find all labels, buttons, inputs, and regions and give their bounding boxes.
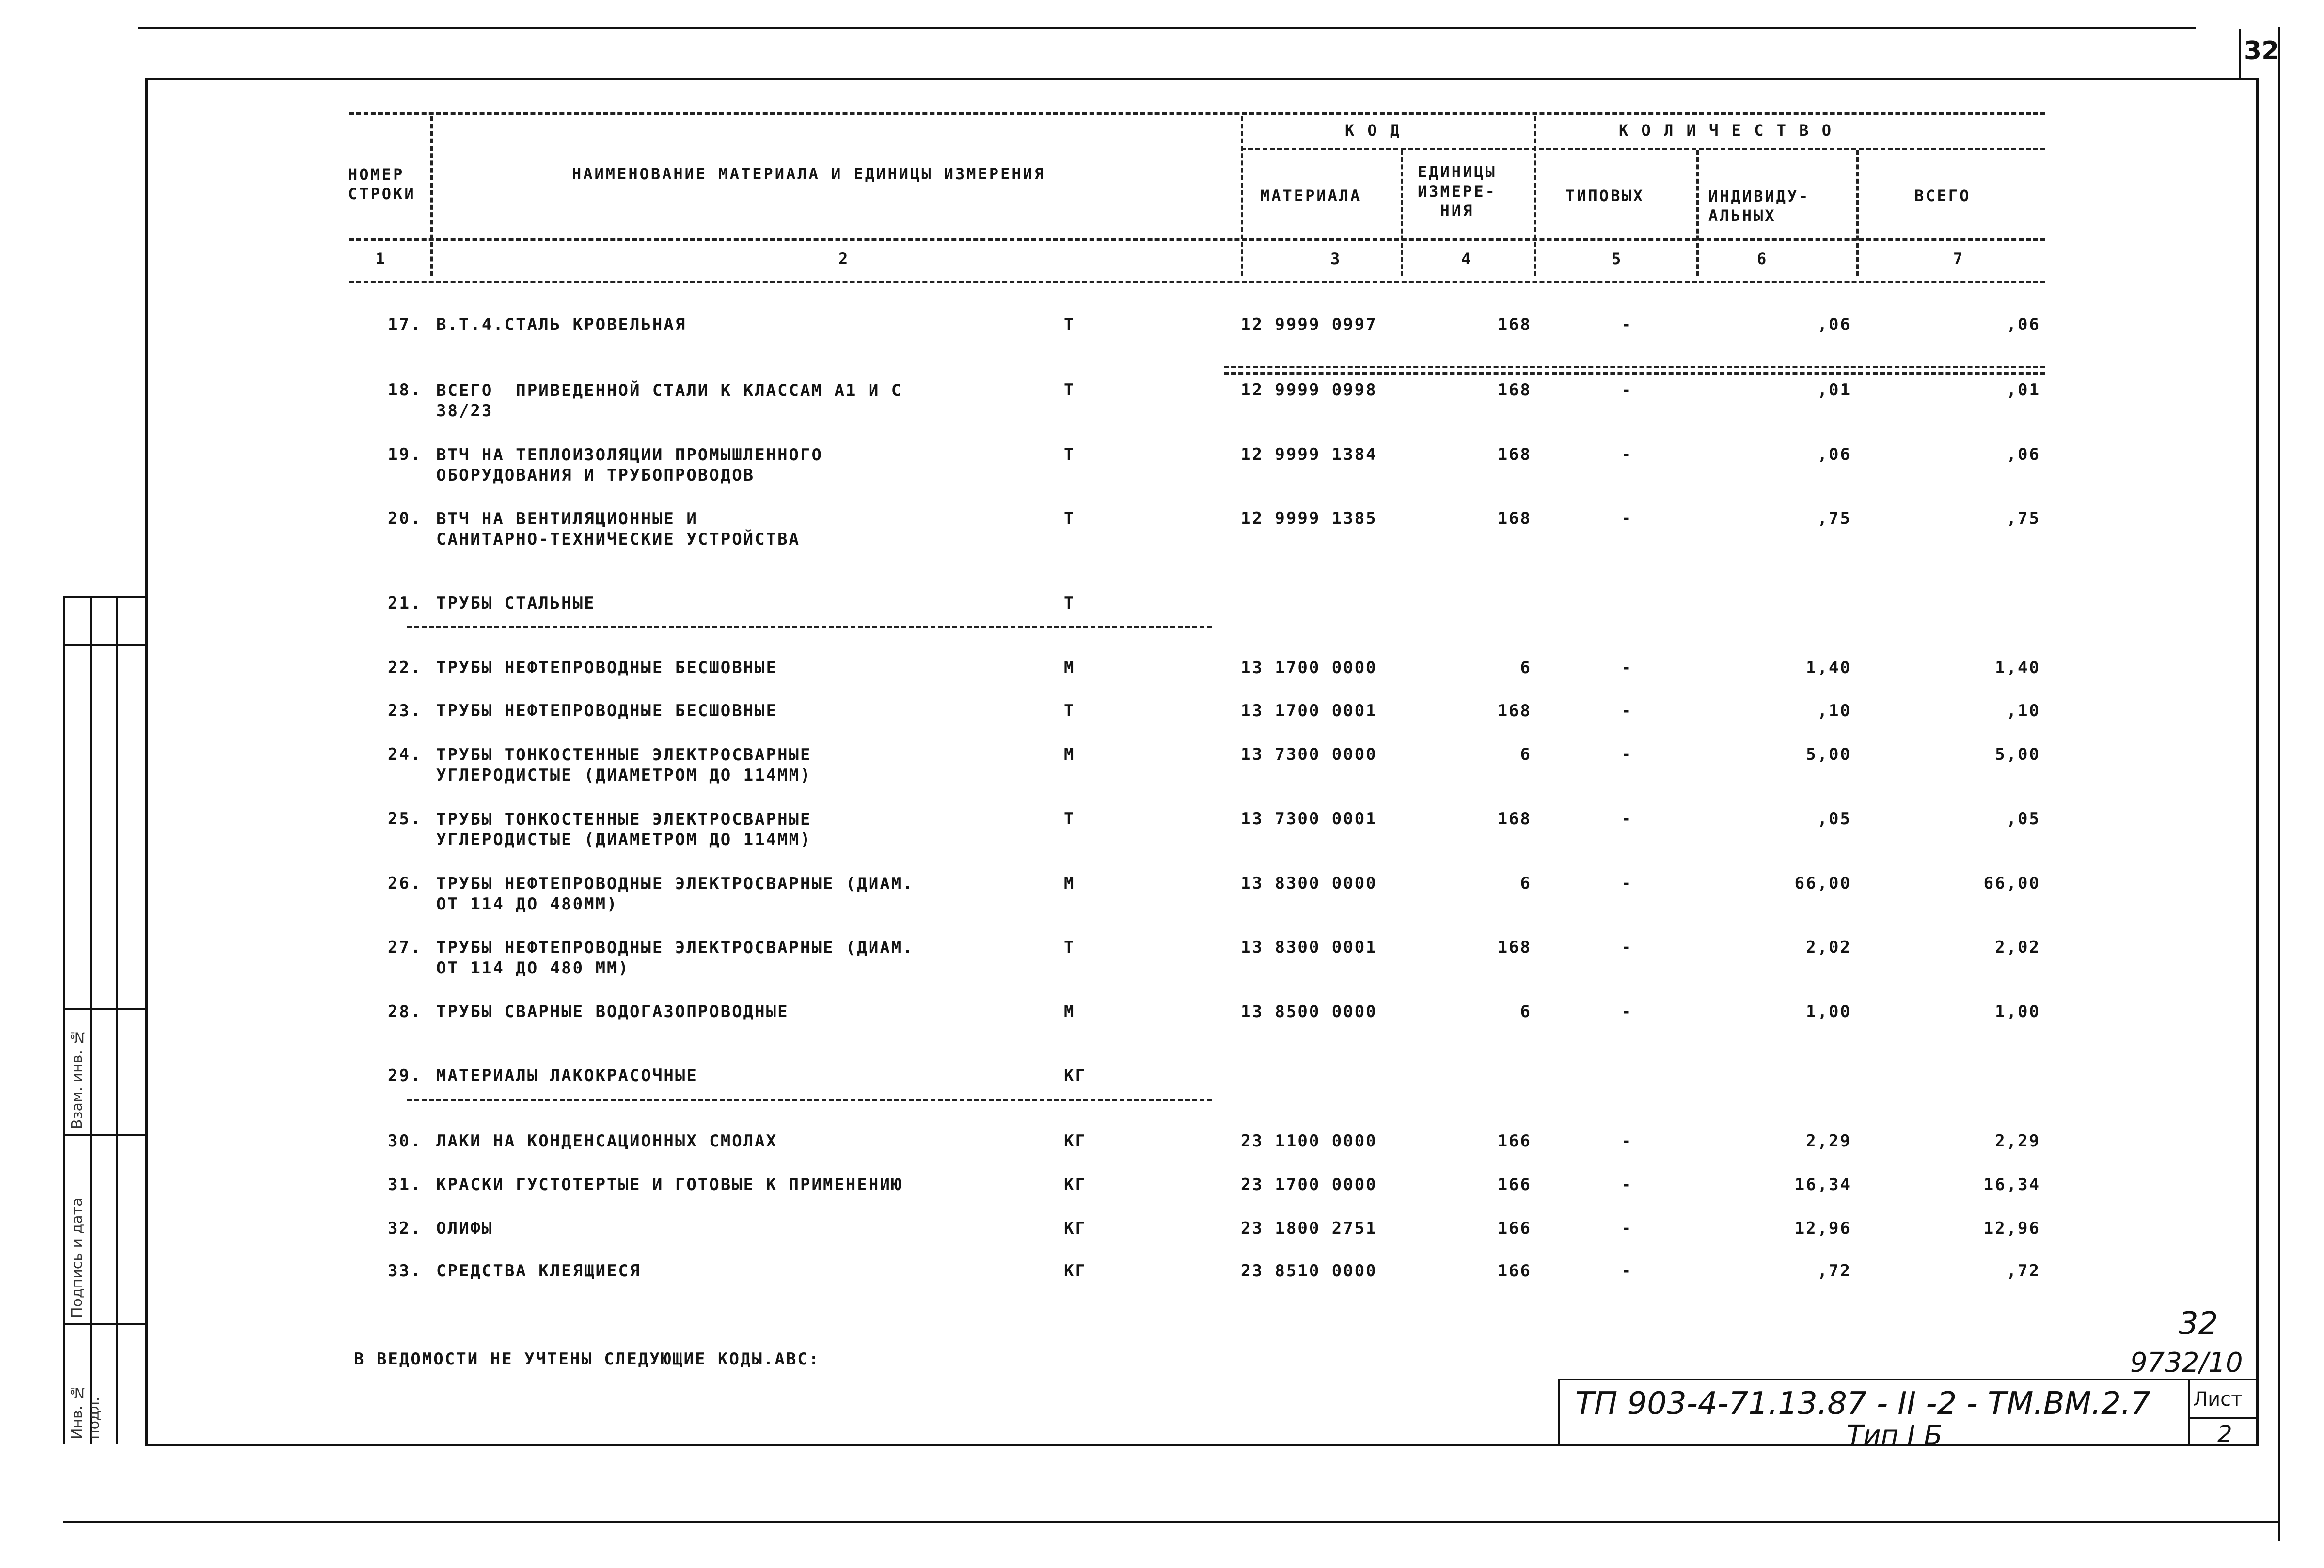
unit-name: Т bbox=[1064, 594, 1075, 613]
typical-qty: - bbox=[1621, 1219, 1633, 1238]
table-row bbox=[0, 1002, 2324, 1046]
typical-qty: - bbox=[1621, 701, 1633, 721]
stamp-signature-label: Подпись и дата bbox=[69, 1197, 86, 1318]
table-row bbox=[0, 1219, 2324, 1262]
table-row bbox=[0, 1066, 2324, 1110]
typical-qty: - bbox=[1621, 1131, 1633, 1151]
unit-code: 166 bbox=[1497, 1261, 1532, 1281]
unit-name: КГ bbox=[1064, 1219, 1087, 1238]
material-name: ТРУБЫ СВАРНЫЕ ВОДОГАЗОПРОВОДНЫЕ bbox=[436, 1002, 789, 1021]
footer-note: В ВЕДОМОСТИ НЕ УЧТЕНЫ СЛЕДУЮЩИЕ КОДЫ.АВС: bbox=[354, 1349, 821, 1369]
material-code: 12 9999 1384 bbox=[1241, 445, 1377, 464]
material-name: КРАСКИ ГУСТОТЕРТЫЕ И ГОТОВЫЕ К ПРИМЕНЕНИЮ bbox=[436, 1175, 903, 1194]
col-number-3: 3 bbox=[1330, 250, 1342, 268]
stamp-replace-label: Взам. инв. № bbox=[69, 1028, 86, 1129]
material-code: 13 1700 0001 bbox=[1241, 701, 1377, 721]
unit-code: 6 bbox=[1520, 1002, 1532, 1021]
sheet-label: Лист bbox=[2193, 1388, 2243, 1411]
unit-code: 168 bbox=[1497, 509, 1532, 528]
row-number: 18. bbox=[388, 380, 422, 400]
material-name: В.Т.4.СТАЛЬ КРОВЕЛЬНАЯ bbox=[436, 315, 687, 334]
table-row bbox=[0, 445, 2324, 488]
outer-bottom bbox=[63, 1521, 2280, 1523]
header-typical: ТИПОВЫХ bbox=[1565, 187, 1644, 205]
material-code: 13 8300 0000 bbox=[1241, 874, 1377, 893]
row-number: 32. bbox=[388, 1219, 422, 1238]
row-number: 30. bbox=[388, 1131, 422, 1151]
unit-name: Т bbox=[1064, 380, 1075, 400]
individual-qty: 2,02 bbox=[1806, 938, 1851, 957]
header-row-number: НОМЕР СТРОКИ bbox=[348, 165, 416, 203]
material-code: 12 9999 0998 bbox=[1241, 380, 1377, 400]
total-qty: 2,29 bbox=[1995, 1131, 2040, 1151]
individual-qty: 5,00 bbox=[1806, 745, 1851, 764]
typical-qty: - bbox=[1621, 874, 1633, 893]
unit-name: М bbox=[1064, 745, 1075, 764]
unit-name: Т bbox=[1064, 938, 1075, 957]
row-number: 25. bbox=[388, 809, 422, 829]
table-row bbox=[0, 509, 2324, 552]
table-row bbox=[0, 658, 2324, 702]
header-material: МАТЕРИАЛА bbox=[1260, 187, 1362, 205]
material-name: ТРУБЫ НЕФТЕПРОВОДНЫЕ БЕСШОВНЫЕ bbox=[436, 658, 778, 677]
table-row bbox=[0, 809, 2324, 853]
individual-qty: ,06 bbox=[1817, 315, 1851, 334]
row-number: 26. bbox=[388, 874, 422, 893]
unit-name: КГ bbox=[1064, 1175, 1087, 1194]
individual-qty: 66,00 bbox=[1794, 874, 1851, 893]
unit-name: Т bbox=[1064, 315, 1075, 334]
unit-code: 166 bbox=[1497, 1175, 1532, 1194]
material-name: ТРУБЫ НЕФТЕПРОВОДНЫЕ БЕСШОВНЫЕ bbox=[436, 701, 778, 721]
material-name: СРЕДСТВА КЛЕЯЩИЕСЯ bbox=[436, 1261, 641, 1281]
individual-qty: ,01 bbox=[1817, 380, 1851, 400]
typical-qty: - bbox=[1621, 509, 1633, 528]
table-row bbox=[0, 594, 2324, 637]
row-number: 21. bbox=[388, 594, 422, 613]
individual-qty: ,05 bbox=[1817, 809, 1851, 829]
row-number: 28. bbox=[388, 1002, 422, 1021]
unit-name: М bbox=[1064, 874, 1075, 893]
col-number-6: 6 bbox=[1757, 250, 1769, 268]
material-code: 13 8300 0001 bbox=[1241, 938, 1377, 957]
row-number: 22. bbox=[388, 658, 422, 677]
table-row bbox=[0, 380, 2324, 424]
individual-qty: ,75 bbox=[1817, 509, 1851, 528]
row-number: 24. bbox=[388, 745, 422, 764]
frame-top bbox=[145, 78, 2259, 80]
individual-qty: 12,96 bbox=[1794, 1219, 1851, 1238]
individual-qty: ,06 bbox=[1817, 445, 1851, 464]
total-qty: ,06 bbox=[2006, 445, 2040, 464]
material-code: 23 8510 0000 bbox=[1241, 1261, 1377, 1281]
material-name: ВТЧ НА ТЕПЛОИЗОЛЯЦИИ ПРОМЫШЛЕННОГО ОБОРУДОВАНИЯ И ТРУБОПРОВОДОВ bbox=[436, 445, 823, 485]
unit-code: 166 bbox=[1497, 1131, 1532, 1151]
unit-name: Т bbox=[1064, 509, 1075, 528]
table-row bbox=[0, 701, 2324, 745]
unit-code: 6 bbox=[1520, 745, 1532, 764]
sheet-corner-number: 32 bbox=[2244, 36, 2279, 65]
material-name: ТРУБЫ ТОНКОСТЕННЫЕ ЭЛЕКТРОСВАРНЫЕ УГЛЕРОДИСТЫЕ (ДИАМЕТРОМ ДО 114ММ) bbox=[436, 745, 812, 785]
table-row bbox=[0, 938, 2324, 981]
total-qty: 12,96 bbox=[1983, 1219, 2040, 1238]
material-code: 13 8500 0000 bbox=[1241, 1002, 1377, 1021]
header-name: НАИМЕНОВАНИЕ МАТЕРИАЛА И ЕДИНИЦЫ ИЗМЕРЕНИЯ bbox=[572, 165, 1046, 183]
unit-code: 6 bbox=[1520, 874, 1532, 893]
material-name: ОЛИФЫ bbox=[436, 1219, 493, 1238]
table-row bbox=[0, 315, 2324, 359]
unit-name: КГ bbox=[1064, 1066, 1087, 1085]
col-number-1: 1 bbox=[376, 250, 387, 268]
unit-name: Т bbox=[1064, 445, 1075, 464]
total-qty: 5,00 bbox=[1995, 745, 2040, 764]
material-code: 13 1700 0000 bbox=[1241, 658, 1377, 677]
group-underline bbox=[407, 1099, 1212, 1101]
material-name: ТРУБЫ СТАЛЬНЫЕ bbox=[436, 594, 596, 613]
table-row bbox=[0, 1175, 2324, 1219]
row-number: 31. bbox=[388, 1175, 422, 1194]
group-underline bbox=[407, 626, 1212, 628]
unit-name: Т bbox=[1064, 701, 1075, 721]
material-name: ВТЧ НА ВЕНТИЛЯЦИОННЫЕ И САНИТАРНО-ТЕХНИЧЕСКИЕ УСТРОЙСТВА bbox=[436, 509, 801, 549]
col-number-2: 2 bbox=[838, 250, 850, 268]
row-number: 17. bbox=[388, 315, 422, 334]
unit-code: 168 bbox=[1497, 445, 1532, 464]
unit-name: Т bbox=[1064, 809, 1075, 829]
material-name: ТРУБЫ НЕФТЕПРОВОДНЫЕ ЭЛЕКТРОСВАРНЫЕ (ДИАМ. ОТ 114 ДО 480 ММ) bbox=[436, 938, 914, 978]
unit-name: КГ bbox=[1064, 1261, 1087, 1281]
row-number: 29. bbox=[388, 1066, 422, 1085]
material-code: 23 1100 0000 bbox=[1241, 1131, 1377, 1151]
type-label: Тип I Б bbox=[1847, 1420, 1943, 1451]
unit-code: 6 bbox=[1520, 658, 1532, 677]
material-code: 23 1800 2751 bbox=[1241, 1219, 1377, 1238]
row-number: 19. bbox=[388, 445, 422, 464]
top-rule bbox=[138, 27, 2196, 29]
unit-name: М bbox=[1064, 658, 1075, 677]
double-separator bbox=[1224, 366, 2045, 368]
col-number-5: 5 bbox=[1612, 250, 1623, 268]
total-qty: 66,00 bbox=[1983, 874, 2040, 893]
unit-code: 168 bbox=[1497, 380, 1532, 400]
individual-qty: 16,34 bbox=[1794, 1175, 1851, 1194]
stamp-inv-label: Инв. № подл. bbox=[69, 1384, 103, 1439]
material-code: 23 1700 0000 bbox=[1241, 1175, 1377, 1194]
individual-qty: 1,00 bbox=[1806, 1002, 1851, 1021]
material-code: 12 9999 0997 bbox=[1241, 315, 1377, 334]
material-code: 13 7300 0001 bbox=[1241, 809, 1377, 829]
individual-qty: 1,40 bbox=[1806, 658, 1851, 677]
col-number-4: 4 bbox=[1461, 250, 1473, 268]
total-qty: ,75 bbox=[2006, 509, 2040, 528]
typical-qty: - bbox=[1621, 1175, 1633, 1194]
unit-name: КГ bbox=[1064, 1131, 1087, 1151]
double-separator bbox=[1224, 372, 2045, 375]
typical-qty: - bbox=[1621, 1002, 1633, 1021]
typical-qty: - bbox=[1621, 658, 1633, 677]
unit-code: 168 bbox=[1497, 701, 1532, 721]
total-qty: ,01 bbox=[2006, 380, 2040, 400]
handwritten-page-number: 32 bbox=[2179, 1306, 2218, 1342]
unit-code: 168 bbox=[1497, 809, 1532, 829]
handwritten-reference: 9732/10 bbox=[2130, 1347, 2243, 1379]
row-number: 33. bbox=[388, 1261, 422, 1281]
corner-box-left bbox=[2239, 29, 2241, 78]
unit-code: 168 bbox=[1497, 938, 1532, 957]
typical-qty: - bbox=[1621, 315, 1633, 334]
header-total: ВСЕГО bbox=[1914, 187, 1971, 205]
col-number-7: 7 bbox=[1953, 250, 1965, 268]
total-qty: ,05 bbox=[2006, 809, 2040, 829]
typical-qty: - bbox=[1621, 745, 1633, 764]
typical-qty: - bbox=[1621, 445, 1633, 464]
header-unit: ЕДИНИЦЫ ИЗМЕРЕ- НИЯ bbox=[1418, 163, 1497, 220]
unit-code: 166 bbox=[1497, 1219, 1532, 1238]
unit-name: М bbox=[1064, 1002, 1075, 1021]
material-code: 13 7300 0000 bbox=[1241, 745, 1377, 764]
typical-qty: - bbox=[1621, 1261, 1633, 1281]
table-row bbox=[0, 1261, 2324, 1305]
material-name: МАТЕРИАЛЫ ЛАКОКРАСОЧНЫЕ bbox=[436, 1066, 698, 1085]
total-qty: 1,00 bbox=[1995, 1002, 2040, 1021]
row-number: 27. bbox=[388, 938, 422, 957]
total-qty: 2,02 bbox=[1995, 938, 2040, 957]
typical-qty: - bbox=[1621, 809, 1633, 829]
material-name: ТРУБЫ НЕФТЕПРОВОДНЫЕ ЭЛЕКТРОСВАРНЫЕ (ДИАМ. ОТ 114 ДО 480ММ) bbox=[436, 874, 914, 914]
total-qty: ,06 bbox=[2006, 315, 2040, 334]
material-code: 12 9999 1385 bbox=[1241, 509, 1377, 528]
individual-qty: ,10 bbox=[1817, 701, 1851, 721]
individual-qty: 2,29 bbox=[1806, 1131, 1851, 1151]
row-number: 23. bbox=[388, 701, 422, 721]
table-row bbox=[0, 745, 2324, 788]
total-qty: 16,34 bbox=[1983, 1175, 2040, 1194]
header-individual: ИНДИВИДУ- АЛЬНЫХ bbox=[1708, 187, 1810, 225]
material-name: ВСЕГО ПРИВЕДЕННОЙ СТАЛИ К КЛАССАМ А1 И С 38/23 bbox=[436, 381, 903, 421]
material-name: ТРУБЫ ТОНКОСТЕННЫЕ ЭЛЕКТРОСВАРНЫЕ УГЛЕРОДИСТЫЕ (ДИАМЕТРОМ ДО 114ММ) bbox=[436, 810, 812, 849]
document-designation: ТП 903-4-71.13.87 - II -2 - ТМ.ВМ.2.7 bbox=[1575, 1386, 2150, 1422]
sheet-number: 2 bbox=[2217, 1421, 2232, 1448]
typical-qty: - bbox=[1621, 380, 1633, 400]
total-qty: 1,40 bbox=[1995, 658, 2040, 677]
header-quantity-group: К О Л И Ч Е С Т В О bbox=[1619, 121, 1834, 140]
typical-qty: - bbox=[1621, 938, 1633, 957]
total-qty: ,10 bbox=[2006, 701, 2040, 721]
unit-code: 168 bbox=[1497, 315, 1532, 334]
header-code-group: К О Д bbox=[1345, 121, 1402, 140]
material-name: ЛАКИ НА КОНДЕНСАЦИОННЫХ СМОЛАХ bbox=[436, 1131, 778, 1151]
table-row bbox=[0, 1131, 2324, 1175]
individual-qty: ,72 bbox=[1817, 1261, 1851, 1281]
table-row bbox=[0, 874, 2324, 917]
row-number: 20. bbox=[388, 509, 422, 528]
total-qty: ,72 bbox=[2006, 1261, 2040, 1281]
